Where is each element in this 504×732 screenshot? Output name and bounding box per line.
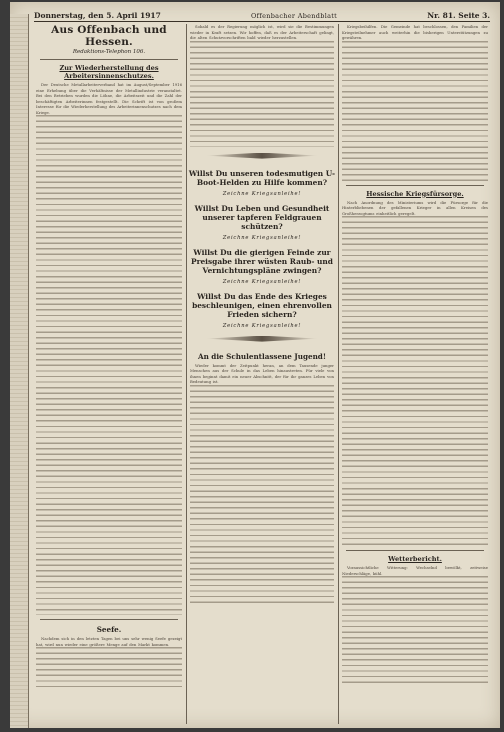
article-body-lines [342, 216, 488, 546]
columns [34, 24, 490, 724]
divider [346, 550, 484, 551]
article-body-lines [190, 385, 334, 605]
ad-question: Willst Du die gierigen Feinde zur Preisgabe ihrer wüsten Raub- und Vernichtungspläne zwingen? [191, 247, 333, 275]
article-body-lines [190, 41, 334, 147]
article-body-lines [342, 576, 488, 686]
ad-question: Willst Du unseren todesmutigen U-Boot-Helden zu Hilfe kommen? [188, 168, 336, 187]
column-rule [338, 24, 339, 724]
column-right [340, 24, 490, 724]
newspaper-page [10, 2, 500, 728]
article-title: Zur Wiederherstellung des Arbeitersinnenschutzes. [59, 64, 159, 80]
article-text: Voraussichtliche Witterung: Wechselnd bewölkt, zeitweise Niederschläge, kühl. [342, 565, 488, 576]
ad-cta: Zeichne Kriegsanleihe! [222, 234, 302, 241]
ornament-divider [206, 336, 318, 342]
ad-cta: Zeichne Kriegsanleihe! [222, 190, 302, 197]
ad-cta: Zeichne Kriegsanleihe! [222, 322, 302, 329]
ad-question: Willst Du das Ende des Krieges beschleunigen, einen ehrenvollen Frieden sichern? [192, 291, 332, 319]
header-date: Donnerstag, den 5. April 1917 [34, 11, 161, 20]
article-text: Nachdem sich in den letzten Tagen bei uns sehr wenig Seefe gezeigt hat, wird nun wieder eine größere Menge auf den Markt kommen. [36, 636, 182, 647]
article-title: Wetterbericht. [388, 555, 442, 564]
section-title: Aus Offenbach und Hessen. [51, 24, 167, 48]
adjacent-page-edge [10, 14, 29, 728]
war-bond-ad [188, 169, 336, 329]
article-text: Kriegsbeihilfen. Die Gemeinde hat beschlossen, den Familien der Kriegsteilnehmer auch weiterhin die bisherigen Unterstützungen zu gewähren. [342, 24, 488, 41]
column-rule [186, 24, 187, 724]
article-title: Seefe. [96, 625, 122, 635]
article-title: Hessische Kriegsfürsorge. [366, 189, 464, 198]
article-body-lines [36, 647, 182, 687]
ad-cta: Zeichne Kriegsanleihe! [222, 278, 302, 285]
divider [40, 59, 178, 60]
section-subtitle: Redaktions-Telephon 106. [72, 49, 146, 55]
header-issue: Nr. 81. [427, 11, 456, 20]
article-body-lines [36, 115, 182, 615]
article-text: Nach Anordnung des Ministeriums wird die Fürsorge für die Hinterbliebenen der gefallenen Krieger in allen Kreisen des Großherzogtums einheitlich geregelt. [342, 199, 488, 216]
divider [346, 185, 484, 186]
header-issue-page [427, 11, 490, 20]
header-page: Seite 3. [458, 11, 490, 20]
article-text: Sobald es der Regierung möglich ist, wird sie die Bestimmungen wieder in Kraft setzen. Wir hoffen, daß es der Arbeiterschaft gelingt, die alten Schutzvorschriften bald wieder herzustellen. [190, 24, 334, 41]
ornament-divider [206, 153, 318, 159]
article-body-lines [342, 41, 488, 181]
column-left [34, 24, 184, 724]
ad-question: Willst Du Leben und Gesundheit unserer tapferen Feldgrauen schützen? [194, 203, 330, 231]
article-title: An die Schulentlassene Jugend! [198, 351, 326, 361]
column-middle [188, 24, 336, 724]
page-header [34, 6, 490, 22]
divider [40, 619, 178, 620]
article-text: Wieder kommt der Zeitpunkt heran, an dem Tausende junger Menschen aus der Schule in das Leben hinaustreten. Für viele von ihnen beginnt damit ein neuer Abschnitt, der für ihr ganzes Leben von Bedeutung ist. [190, 362, 334, 385]
article-text: Der Deutsche Metallarbeiterverband hat im August/September 1916 eine Erhebung über die Verhältnisse der Metallindustrie veranstaltet. Bei den Betrieben wurden die Löhne, die Arbeitszeit und die Zahl der beschäftigten Arbeiterinnen festgestellt. Die Schrift ist von großem Interesse für die Wiederherstellung des Arbeiterinnenschutzes nach dem Kriege. [36, 82, 182, 115]
header-paper-name: Offenbacher Abendblatt [251, 12, 338, 20]
